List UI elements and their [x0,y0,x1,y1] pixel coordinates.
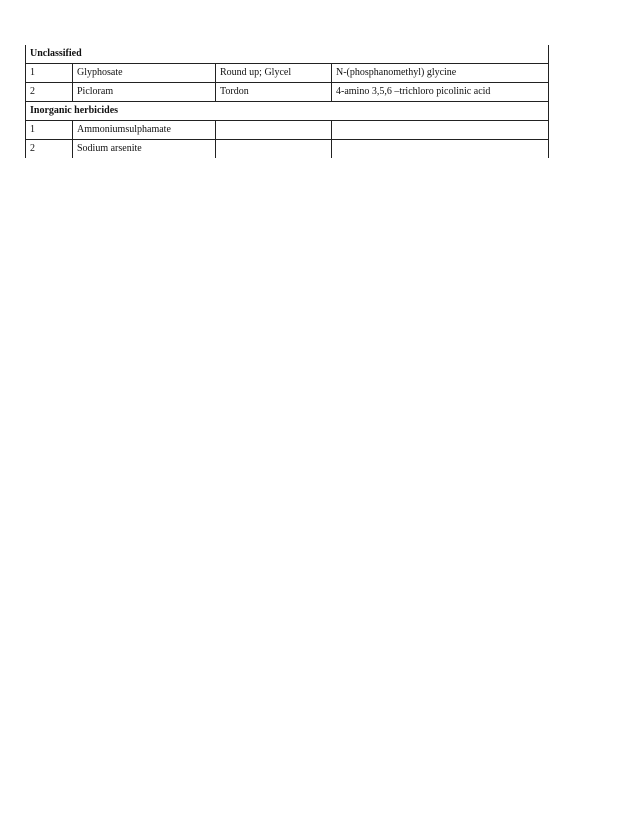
section-header-row [26,45,549,64]
table-row [26,140,549,159]
trade-name: Tordon [216,83,332,102]
chemical-name [332,121,549,140]
row-number: 2 [26,140,73,159]
chemical-name [332,140,549,159]
document-page [25,45,548,158]
trade-name [216,121,332,140]
trade-name [216,140,332,159]
row-number: 1 [26,121,73,140]
herbicide-name: Picloram [73,83,216,102]
row-number: 1 [26,64,73,83]
row-number: 2 [26,83,73,102]
table-row [26,64,549,83]
chemical-name: N-(phosphanomethyl) glycine [332,64,549,83]
chemical-name: 4-amino 3,5,6 –trichloro picolinic acid [332,83,549,102]
section-header-row [26,102,549,121]
herbicide-name: Sodium arsenite [73,140,216,159]
herbicide-name: Glyphosate [73,64,216,83]
table-row [26,83,549,102]
trade-name: Round up; Glycel [216,64,332,83]
herbicide-name: Ammoniumsulphamate [73,121,216,140]
table-row [26,121,549,140]
section-title: Unclassified [26,45,549,64]
herbicide-table [25,45,549,158]
section-title: Inorganic herbicides [26,102,549,121]
